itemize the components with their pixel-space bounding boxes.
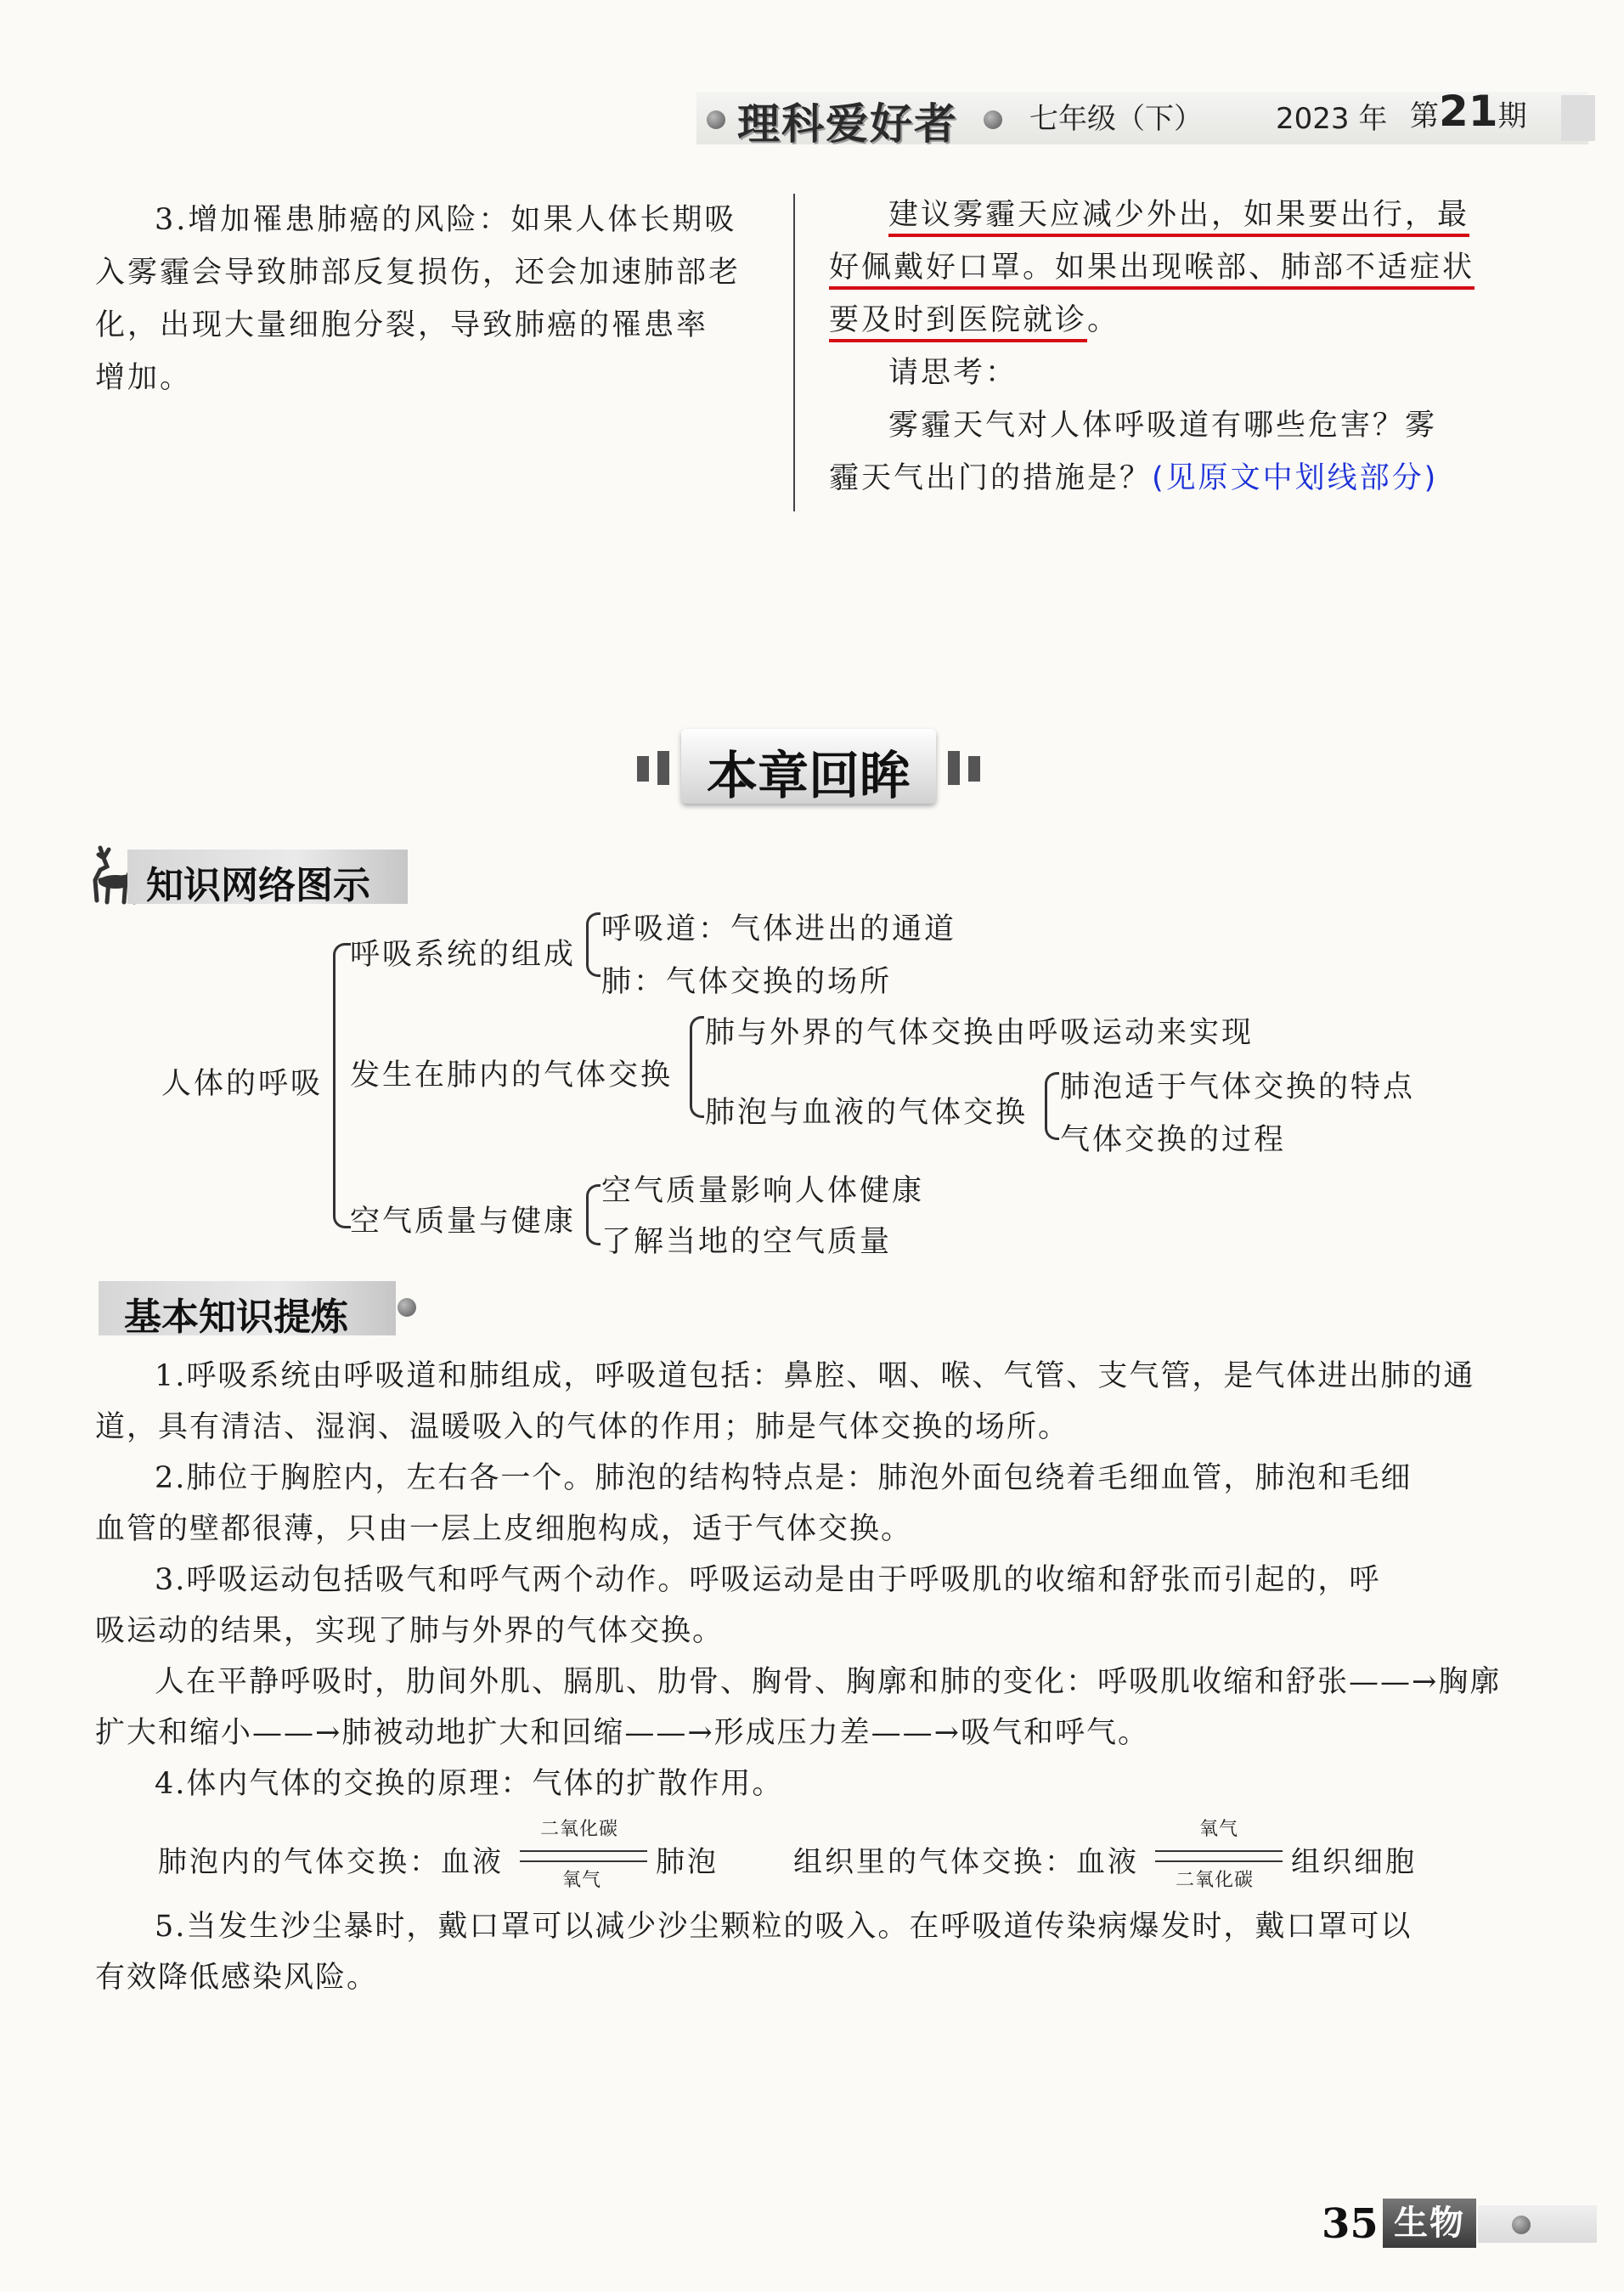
branch3-label: 空气质量与健康: [350, 1205, 577, 1239]
exchange-1-top: 二氧化碳: [540, 1819, 619, 1840]
title-left-ornament: [637, 756, 649, 782]
section-title-banner: [630, 720, 987, 816]
exchange-2-top: 氧气: [1199, 1819, 1239, 1840]
exchange-1-bottom: 氧气: [562, 1870, 602, 1891]
right-column-text: [829, 189, 1525, 505]
branch3-item-1: 空气质量影响人体健康: [601, 1174, 925, 1208]
header-mid-dot-icon: [984, 110, 1002, 129]
issue-number: 21: [1439, 87, 1498, 136]
exchange-1-prefix: 肺泡内的气体交换：血液: [158, 1845, 504, 1879]
basics-line-3: 2.肺位于胸腔内，左右各一个。肺泡的结构特点是：肺泡外面包绕着毛细血管，肺泡和毛细: [155, 1461, 1413, 1495]
subject-badge: 生物: [1383, 2199, 1476, 2248]
question-line-1: 雾霾天气对人体呼吸道有哪些危害？雾: [888, 409, 1438, 443]
branch2-subitem-1: 肺泡适于气体交换的特点: [1060, 1070, 1416, 1104]
left-line-4: 增加。: [95, 361, 193, 395]
basics-line-1: 1.呼吸系统由呼吸道和肺组成，呼吸道包括：鼻腔、咽、喉、气管、支气管，是气体进出肺的通: [155, 1359, 1475, 1393]
tree-root: 人体的呼吸: [161, 1067, 324, 1101]
branch3-brace: [586, 1184, 601, 1245]
network-subtitle: [127, 850, 408, 907]
basics-line-2: 道，具有清洁、湿润、温暖吸入的气体的作用；肺是气体交换的场所。: [95, 1410, 1070, 1444]
branch1-brace: [586, 912, 601, 977]
exchange-1-suffix: 肺泡: [656, 1845, 719, 1879]
branch3-item-2: 了解当地的空气质量: [601, 1225, 893, 1259]
brand-logo: 理科爱好者: [737, 99, 958, 149]
issue-label: [1410, 87, 1527, 136]
exchange-2-prefix: 组织里的气体交换：血液: [793, 1845, 1139, 1879]
basics-title: 基本知识提炼: [124, 1296, 348, 1339]
think-label: 请思考：: [888, 356, 1018, 390]
title-left-ornament-2: [657, 751, 669, 785]
exchange-2-bottom: 二氧化碳: [1176, 1870, 1255, 1891]
branch1-label: 呼吸系统的组成: [350, 938, 577, 972]
network-title: 知识网络图示: [146, 864, 370, 907]
question-line-2: 霾天气出门的措施是？: [829, 461, 1153, 495]
issue-prefix: 第: [1410, 99, 1439, 133]
branch1-item-1: 呼吸道：气体进出的通道: [601, 912, 957, 946]
root-brace: [333, 943, 351, 1228]
basics-line-5: 3.呼吸运动包括吸气和呼气两个动作。呼吸运动是由于呼吸肌的收缩和舒张而引起的，呼: [155, 1563, 1381, 1597]
basics-line-8: 扩大和缩小——→肺被动地扩大和回缩——→形成压力差——→吸气和呼气。: [95, 1716, 1149, 1750]
page-number: 35: [1322, 2200, 1379, 2248]
column-divider: [793, 194, 795, 511]
section-title: 本章回眸: [707, 747, 911, 806]
exchange-2-arrow-top: [1155, 1850, 1283, 1852]
year-label: 2023 年: [1276, 102, 1388, 136]
branch2-subitem-2: 气体交换的过程: [1060, 1123, 1287, 1157]
grade-label: 七年级（下）: [1029, 102, 1203, 136]
header-left-dot-icon: [707, 110, 725, 129]
underlined-line-3-tail: 。: [1087, 303, 1120, 337]
basics-line-9: 4.体内气体的交换的原理：气体的扩散作用。: [155, 1767, 784, 1801]
branch2-sub-brace: [1045, 1072, 1059, 1140]
issue-suffix: 期: [1497, 99, 1527, 133]
footer-dot-icon: [1512, 2216, 1531, 2234]
exchange-1-arrow-top: [520, 1850, 647, 1852]
title-right-ornament: [968, 756, 980, 782]
left-column-text: [95, 194, 775, 404]
title-right-ornament-2: [948, 751, 960, 785]
branch2-item-1: 肺与外界的气体交换由呼吸运动来实现: [705, 1016, 1255, 1050]
basics-line-10: 5.当发生沙尘暴时，戴口罩可以减少沙尘颗粒的吸入。在呼吸道传染病爆发时，戴口罩可以: [155, 1910, 1413, 1944]
header-corner-block: [1561, 95, 1595, 141]
basics-dot-icon: [398, 1298, 416, 1317]
left-line-1: 3.增加罹患肺癌的风险：如果人体长期吸: [155, 203, 737, 237]
branch2-brace: [690, 1016, 704, 1118]
branch1-item-2: 肺：气体交换的场所: [601, 965, 893, 999]
basics-line-6: 吸运动的结果，实现了肺与外界的气体交换。: [95, 1614, 725, 1648]
branch2-label: 发生在肺内的气体交换: [350, 1058, 674, 1092]
left-line-2: 入雾霾会导致肺部反复损伤，还会加速肺部老: [95, 256, 742, 290]
underlined-line-1: 建议雾霾天应减少外出，如果要出行，最: [888, 198, 1469, 237]
exchange-2-arrow-bottom: [1155, 1860, 1283, 1862]
basics-text-2: [95, 1901, 1539, 2003]
basics-line-4: 血管的壁都很薄，只由一层上皮细胞构成，适于气体交换。: [95, 1512, 913, 1546]
basics-subtitle: [99, 1281, 416, 1339]
underlined-line-3: 要及时到医院就诊: [829, 303, 1087, 342]
basics-line-7: 人在平静呼吸时，肋间外肌、膈肌、肋骨、胸骨、胸廓和肺的变化：呼吸肌收缩和舒张——→胸廓: [155, 1665, 1502, 1699]
branch2-item-2: 肺泡与血液的气体交换: [705, 1096, 1029, 1130]
exchange-2-suffix: 组织细胞: [1291, 1845, 1417, 1879]
answer-note: (见原文中划线部分): [1152, 461, 1439, 495]
underlined-line-2: 好佩戴好口罩。如果出现喉部、肺部不适症状: [829, 251, 1475, 290]
exchange-1-arrow-bottom: [520, 1860, 647, 1862]
left-line-3: 化，出现大量细胞分裂，导致肺癌的罹患率: [95, 308, 709, 342]
basics-text: [95, 1351, 1539, 1809]
basics-line-11: 有效降低感染风险。: [95, 1961, 379, 1995]
footer-bar: [1478, 2205, 1597, 2243]
